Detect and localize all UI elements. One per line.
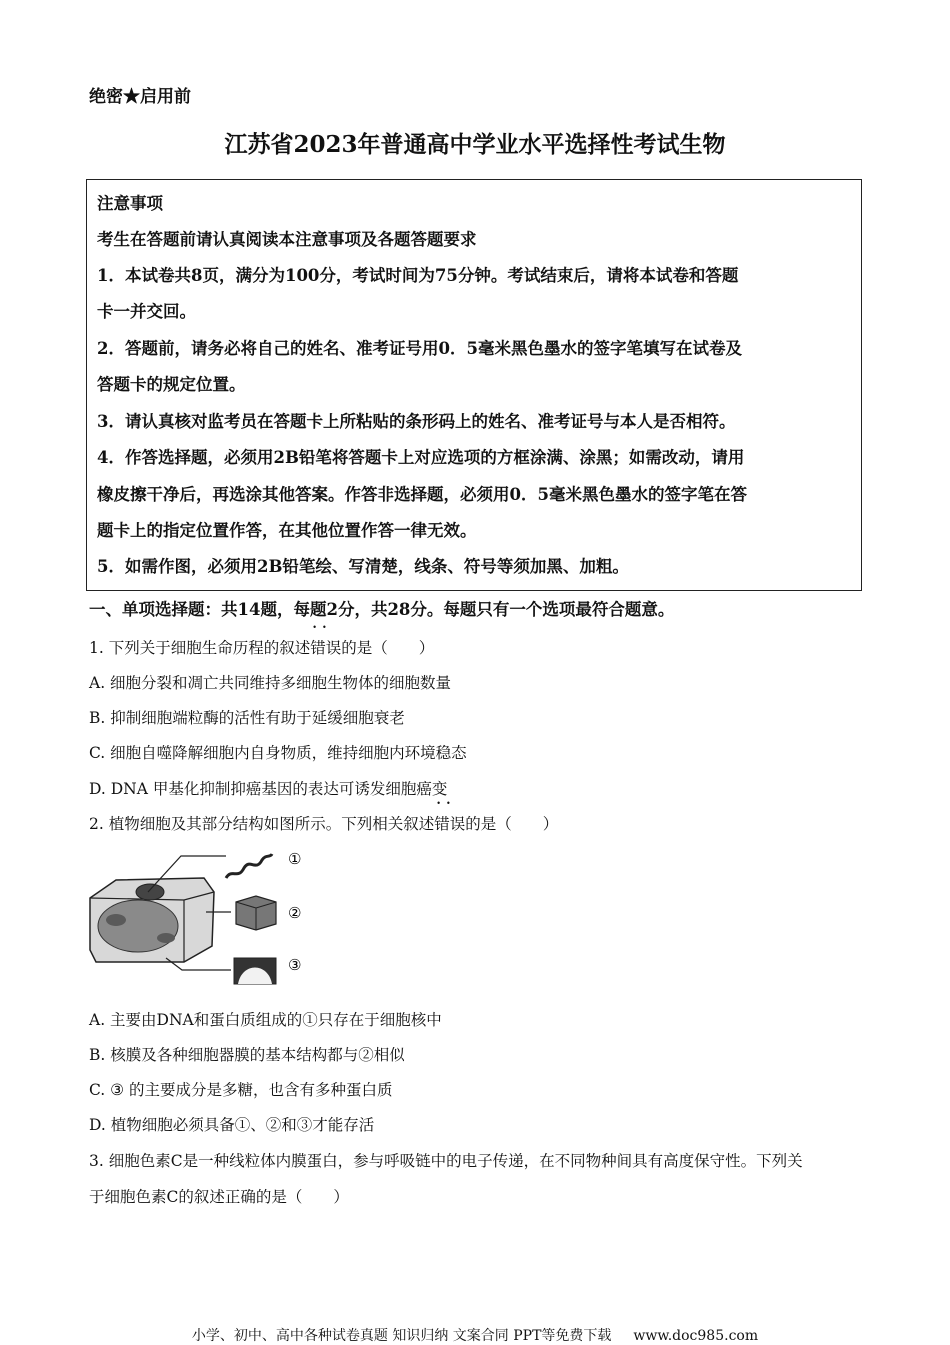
question-1-stem: 1. 下列关于细胞生命历程的叙述• • 错误的是（ ） bbox=[89, 636, 434, 658]
membrane-drawing bbox=[236, 896, 276, 930]
cell-wall-drawing bbox=[234, 958, 276, 984]
plant-cell-figure bbox=[86, 850, 316, 990]
question-3-stem-line2: 于细胞色素C的叙述正确的是（ ） bbox=[89, 1188, 349, 1206]
figure-label-1: ① bbox=[288, 850, 302, 868]
notice-line: 2．答题前，请务必将自己的姓名、准考证号用0．5毫米黑色墨水的签字笔填写在试卷及 bbox=[97, 339, 742, 358]
notice-box bbox=[86, 179, 862, 591]
notice-line: 5．如需作图，必须用2B铅笔绘、写清楚，线条、符号等须加黑、加粗。 bbox=[97, 557, 629, 576]
question-1-option-d: D. DNA 甲基化抑制抑癌基因的表达可诱发细胞癌变 bbox=[89, 780, 448, 798]
notice-line: 橡皮擦干净后，再选涂其他答案。作答非选择题，必须用0．5毫米黑色墨水的签字笔在答 bbox=[97, 485, 747, 504]
question-2-option-d: D. 植物细胞必须具备①、②和③才能存活 bbox=[89, 1116, 375, 1134]
question-2-option-c: C. ③ 的主要成分是多糖，也含有多种蛋白质 bbox=[89, 1081, 393, 1099]
chromatin-drawing bbox=[226, 854, 272, 878]
question-2-option-a: A. 主要由DNA和蛋白质组成的①只存在于细胞核中 bbox=[89, 1011, 442, 1029]
notice-line: 题卡上的指定位置作答，在其他位置作答一律无效。 bbox=[97, 521, 477, 540]
exam-title: 江苏省2023年普通高中学业水平选择性考试生物 bbox=[224, 131, 726, 158]
notice-heading: 注意事项 bbox=[97, 194, 163, 213]
question-1-option-b: B. 抑制细胞端粒酶的活性有助于延缓细胞衰老 bbox=[89, 709, 405, 727]
confidential-label: 绝密★启用前 bbox=[89, 87, 191, 107]
page-footer bbox=[0, 1325, 950, 1345]
question-2-option-b: B. 核膜及各种细胞器膜的基本结构都与②相似 bbox=[89, 1046, 405, 1064]
notice-line: 1．本试卷共8页，满分为100分，考试时间为75分钟。考试结束后，请将本试卷和答题 bbox=[97, 266, 739, 285]
notice-line: 卡一并交回。 bbox=[97, 302, 196, 321]
footer-text: 小学、初中、高中各种试卷真题 知识归纳 文案合同 PPT等免费下载 bbox=[191, 1328, 612, 1344]
notice-intro: 考生在答题前请认真阅读本注意事项及各题答题要求 bbox=[97, 230, 477, 249]
emphasis-word: • • 错误 bbox=[434, 812, 465, 834]
notice-line: 答题卡的规定位置。 bbox=[97, 375, 246, 394]
section-heading: 一、单项选择题：共14题，每题2分，共28分。每题只有一个选项最符合题意。 bbox=[89, 600, 675, 619]
notice-line: 3．请认真核对监考员在答题卡上所粘贴的条形码上的姓名、准考证号与本人是否相符。 bbox=[97, 412, 736, 431]
question-1-option-c: C. 细胞自噬降解细胞内自身物质，维持细胞内环境稳态 bbox=[89, 744, 467, 762]
plant-cell-drawing bbox=[90, 878, 214, 962]
question-3-stem-line1: 3. 细胞色素C是一种线粒体内膜蛋白，参与呼吸链中的电子传递，在不同物种间具有高度保守性。下列关 bbox=[89, 1152, 803, 1170]
question-2-stem: 2. 植物细胞及其部分结构如图所示。下列相关叙述• • 错误的是（ ） bbox=[89, 812, 558, 834]
question-1-option-a: A. 细胞分裂和凋亡共同维持多细胞生物体的细胞数量 bbox=[89, 674, 452, 692]
footer-url: www.doc985.com bbox=[633, 1328, 759, 1344]
notice-line: 4．作答选择题，必须用2B铅笔将答题卡上对应选项的方框涂满、涂黑；如需改动，请用 bbox=[97, 448, 745, 467]
figure-label-2: ② bbox=[288, 904, 302, 922]
emphasis-word: • • 错误 bbox=[310, 636, 341, 658]
figure-label-3: ③ bbox=[288, 956, 302, 974]
